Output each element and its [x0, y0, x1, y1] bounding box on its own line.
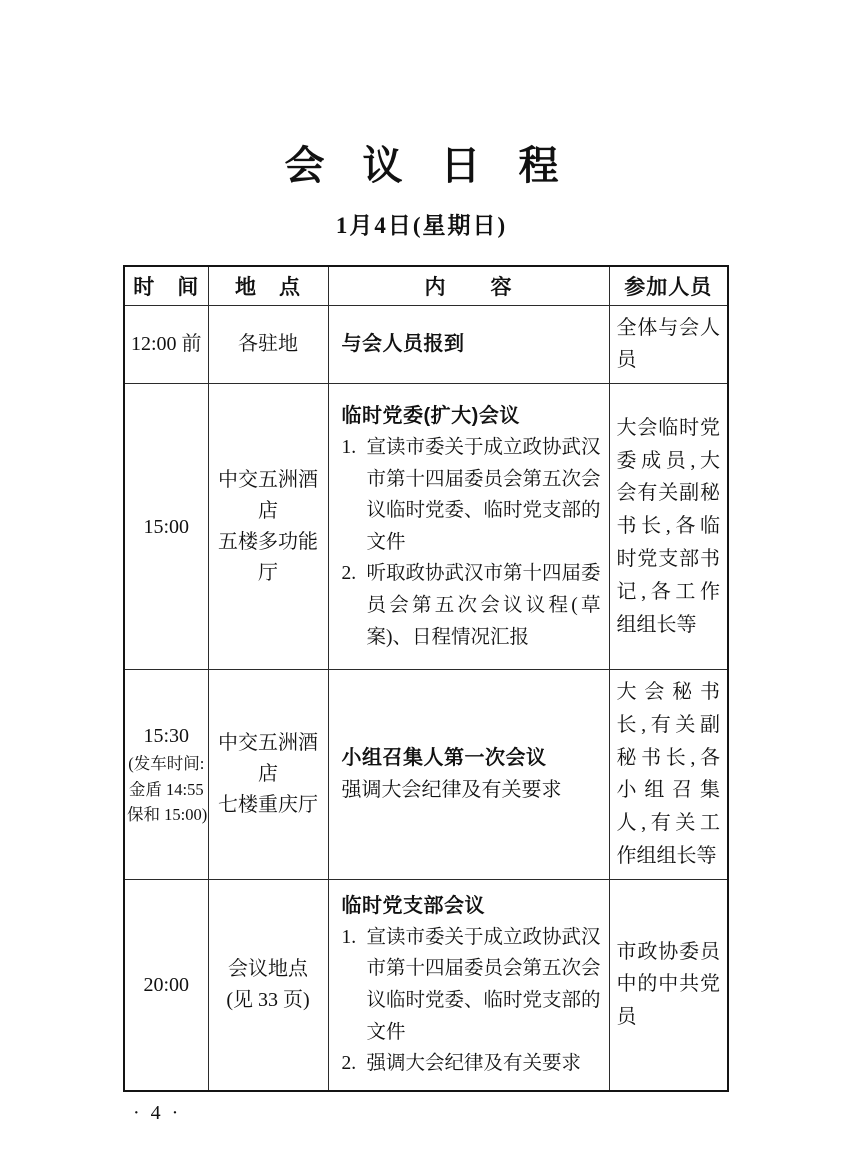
time-value: 15:30 — [143, 725, 190, 748]
time-note-line: 保和 15:00) — [127, 805, 208, 825]
time-cell — [124, 384, 208, 670]
item-text: 宣读市委关于成立政协武汉市第十四届委员会第五次会议临时党委、临时党支部的文件 — [366, 437, 601, 553]
agenda-item — [342, 922, 601, 1048]
location-cell — [208, 305, 328, 384]
item-marker: 2. — [341, 563, 357, 585]
column-header-participants: 参加人员 — [609, 266, 728, 305]
participants-cell: 大会临时党委成员,大会有关副秘书长,各临时党支部书记,各工作组组长等 — [609, 384, 728, 670]
participants-cell: 大会秘书长,有关副秘书长,各小组召集人,有关工作组组长等 — [609, 670, 728, 880]
location-line: 各驻地 — [238, 332, 298, 355]
content-title: 临时党支部会议 — [341, 894, 485, 917]
table-header-row — [124, 266, 728, 305]
location-cell — [208, 384, 328, 670]
schedule-row-2 — [124, 384, 728, 670]
time-note-line: 金盾 14:55 — [128, 779, 204, 799]
time-cell — [124, 879, 208, 1090]
page-subtitle: 1月4日(星期日) — [335, 213, 508, 238]
participants-cell: 全体与会人员 — [609, 305, 728, 384]
column-header-location: 地 点 — [208, 266, 328, 305]
item-marker: 2. — [341, 1053, 357, 1075]
location-line: 中交五洲酒店 — [218, 731, 318, 785]
schedule-row-3 — [124, 670, 728, 880]
time-value: 12:00 前 — [130, 333, 202, 356]
item-text: 听取政协武汉市第十四届委员会第五次会议议程(草案)、日程情况汇报 — [366, 563, 601, 648]
column-header-time: 时 间 — [124, 266, 208, 305]
time-value: 20:00 — [143, 973, 190, 996]
participants-cell: 市政协委员中的中共党员 — [609, 879, 728, 1090]
time-cell — [124, 305, 208, 384]
content-line: 强调大会纪律及有关要求 — [341, 779, 562, 802]
content-title: 与会人员报到 — [341, 333, 465, 356]
location-line: 中交五洲酒店 — [218, 468, 318, 522]
schedule-row-1 — [124, 305, 728, 384]
location-line: 五楼多功能厅 — [218, 530, 318, 584]
agenda-item — [342, 1048, 601, 1080]
content-cell — [328, 305, 609, 384]
item-marker: 1. — [341, 926, 357, 948]
content-title: 临时党委(扩大)会议 — [341, 405, 520, 428]
content-cell — [328, 384, 609, 670]
item-marker: 1. — [341, 437, 357, 459]
location-line: 七楼重庆厅 — [218, 793, 318, 816]
item-text: 宣读市委关于成立政协武汉市第十四届委员会第五次会议临时党委、临时党支部的文件 — [366, 926, 601, 1043]
page-number: · 4 · — [133, 1101, 182, 1124]
content-title: 小组召集人第一次会议 — [341, 747, 547, 770]
schedule-row-4 — [124, 879, 728, 1090]
location-line: (见 33 页) — [226, 988, 310, 1011]
content-cell — [328, 879, 609, 1090]
agenda-item — [342, 558, 601, 653]
page-title: 会议日程 — [284, 143, 597, 188]
time-value: 15:00 — [143, 515, 190, 538]
time-cell — [124, 670, 208, 880]
agenda-item — [342, 432, 601, 558]
location-cell — [208, 670, 328, 880]
item-text: 强调大会纪律及有关要求 — [366, 1053, 582, 1075]
column-header-content: 内 容 — [328, 266, 609, 305]
time-note-line: (发车时间: — [128, 754, 205, 774]
schedule-table — [123, 265, 729, 1092]
content-cell — [328, 670, 609, 880]
location-line: 会议地点 — [228, 957, 308, 980]
location-cell — [208, 879, 328, 1090]
